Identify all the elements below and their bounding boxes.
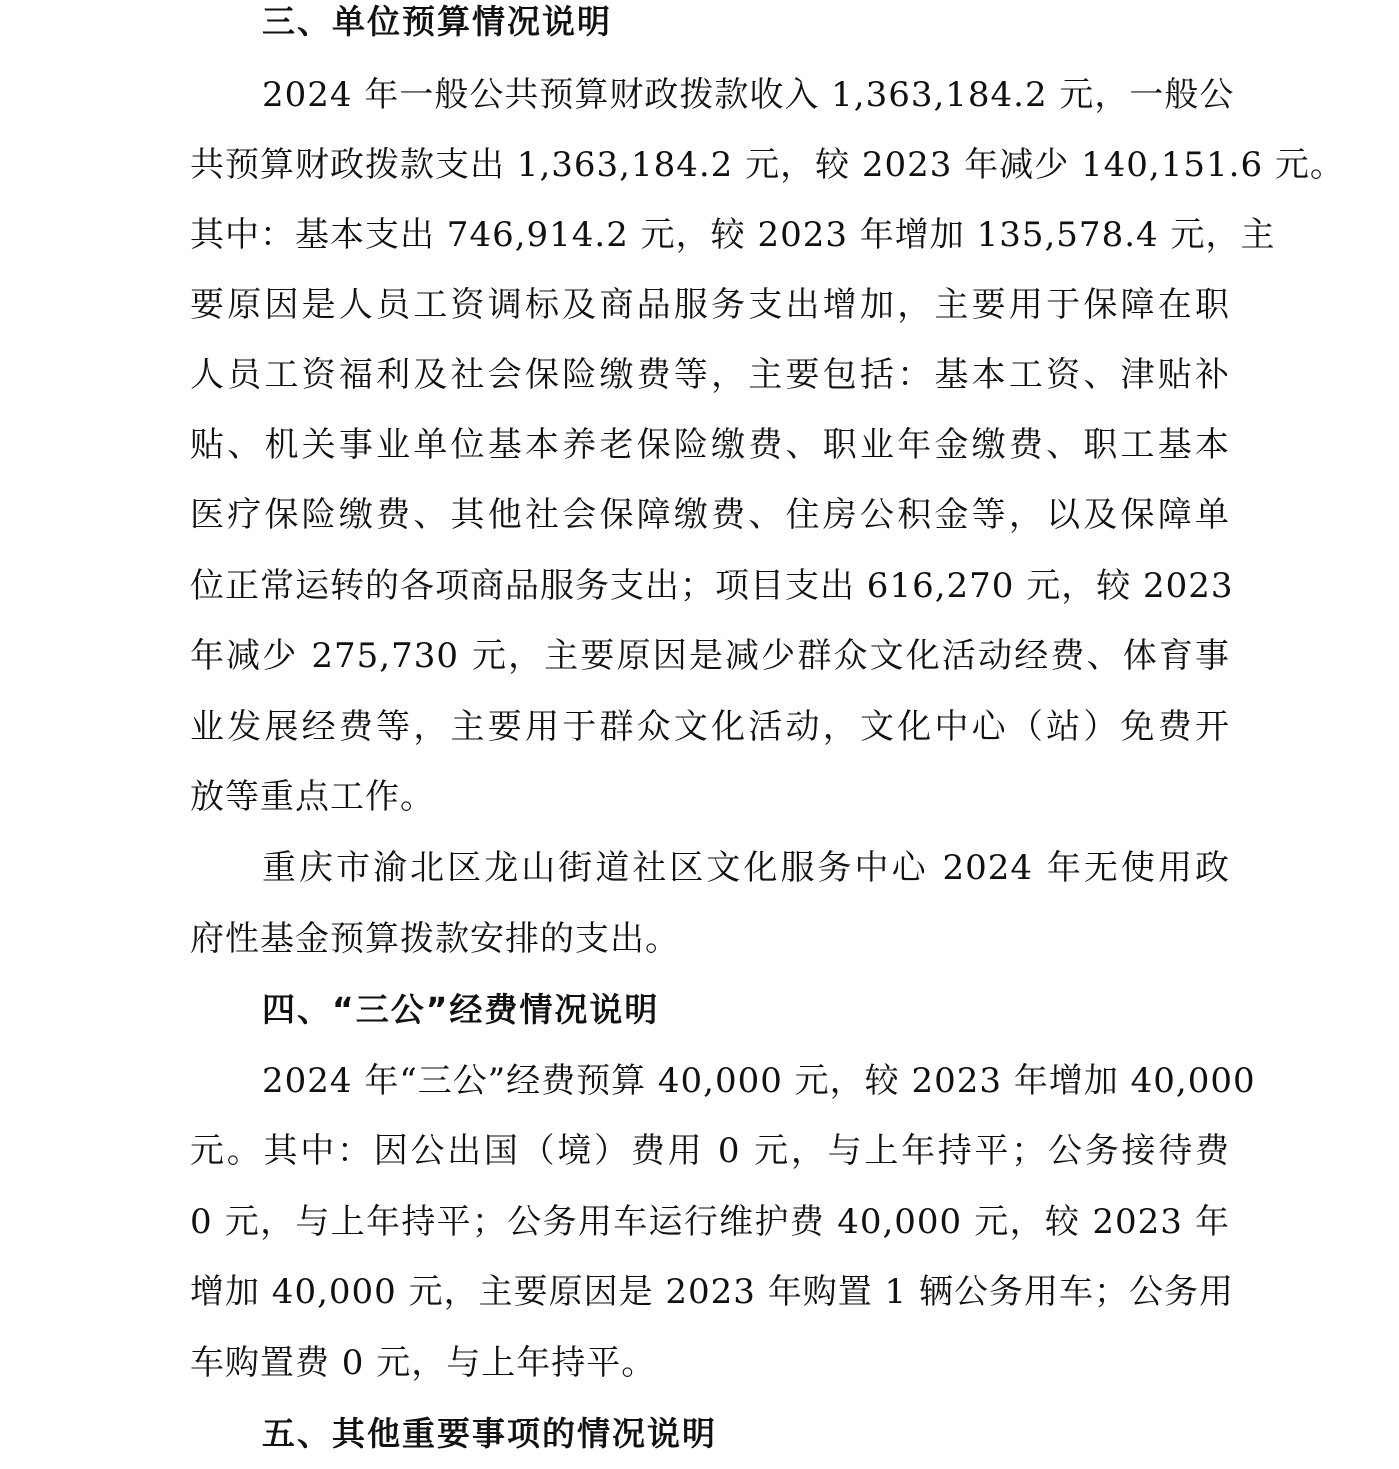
paragraph-line: 医疗保险缴费、其他社会保障缴费、住房公积金等，以及保障单 [190, 495, 1230, 535]
paragraph-line: 年减少 275,730 元，主要原因是减少群众文化活动经费、体育事 [190, 636, 1230, 676]
section-heading-other-matters: 五、其他重要事项的情况说明 [262, 1414, 717, 1453]
paragraph-line: 增加 40,000 元，主要原因是 2023 年购置 1 辆公务用车；公务用 [190, 1272, 1234, 1312]
paragraph-line: 放等重点工作。 [190, 777, 435, 817]
paragraph-line: 位正常运转的各项商品服务支出；项目支出 616,270 元，较 2023 [190, 566, 1234, 606]
paragraph-line: 府性基金预算拨款安排的支出。 [190, 919, 680, 959]
section-heading-three-public-expenses: 四、“三公”经费情况说明 [262, 990, 660, 1029]
paragraph-line: 车购置费 0 元，与上年持平。 [190, 1343, 657, 1383]
paragraph-line: 人员工资福利及社会保险缴费等，主要包括：基本工资、津贴补 [190, 355, 1230, 395]
section-heading-unit-budget: 三、单位预算情况说明 [262, 2, 612, 41]
paragraph-line: 共预算财政拨款支出 1,363,184.2 元，较 2023 年减少 140,151.6 元。 [190, 145, 1345, 185]
paragraph-line: 其中：基本支出 746,914.2 元，较 2023 年增加 135,578.4 元，主 [190, 215, 1276, 255]
paragraph-line: 元。其中：因公出国（境）费用 0 元，与上年持平；公务接待费 [190, 1131, 1230, 1171]
paragraph-line: 业发展经费等，主要用于群众文化活动，文化中心（站）免费开 [190, 707, 1230, 747]
paragraph-line: 要原因是人员工资调标及商品服务支出增加，主要用于保障在职 [190, 285, 1230, 325]
paragraph-line: 重庆市渝北区龙山街道社区文化服务中心 2024 年无使用政 [262, 848, 1230, 888]
paragraph-line: 贴、机关事业单位基本养老保险缴费、职业年金缴费、职工基本 [190, 425, 1230, 465]
paragraph-line: 0 元，与上年持平；公务用车运行维护费 40,000 元，较 2023 年 [190, 1202, 1230, 1242]
paragraph-line: 2024 年一般公共预算财政拨款收入 1,363,184.2 元，一般公 [262, 75, 1235, 115]
paragraph-line: 2024 年“三公”经费预算 40,000 元，较 2023 年增加 40,000 [262, 1061, 1256, 1101]
